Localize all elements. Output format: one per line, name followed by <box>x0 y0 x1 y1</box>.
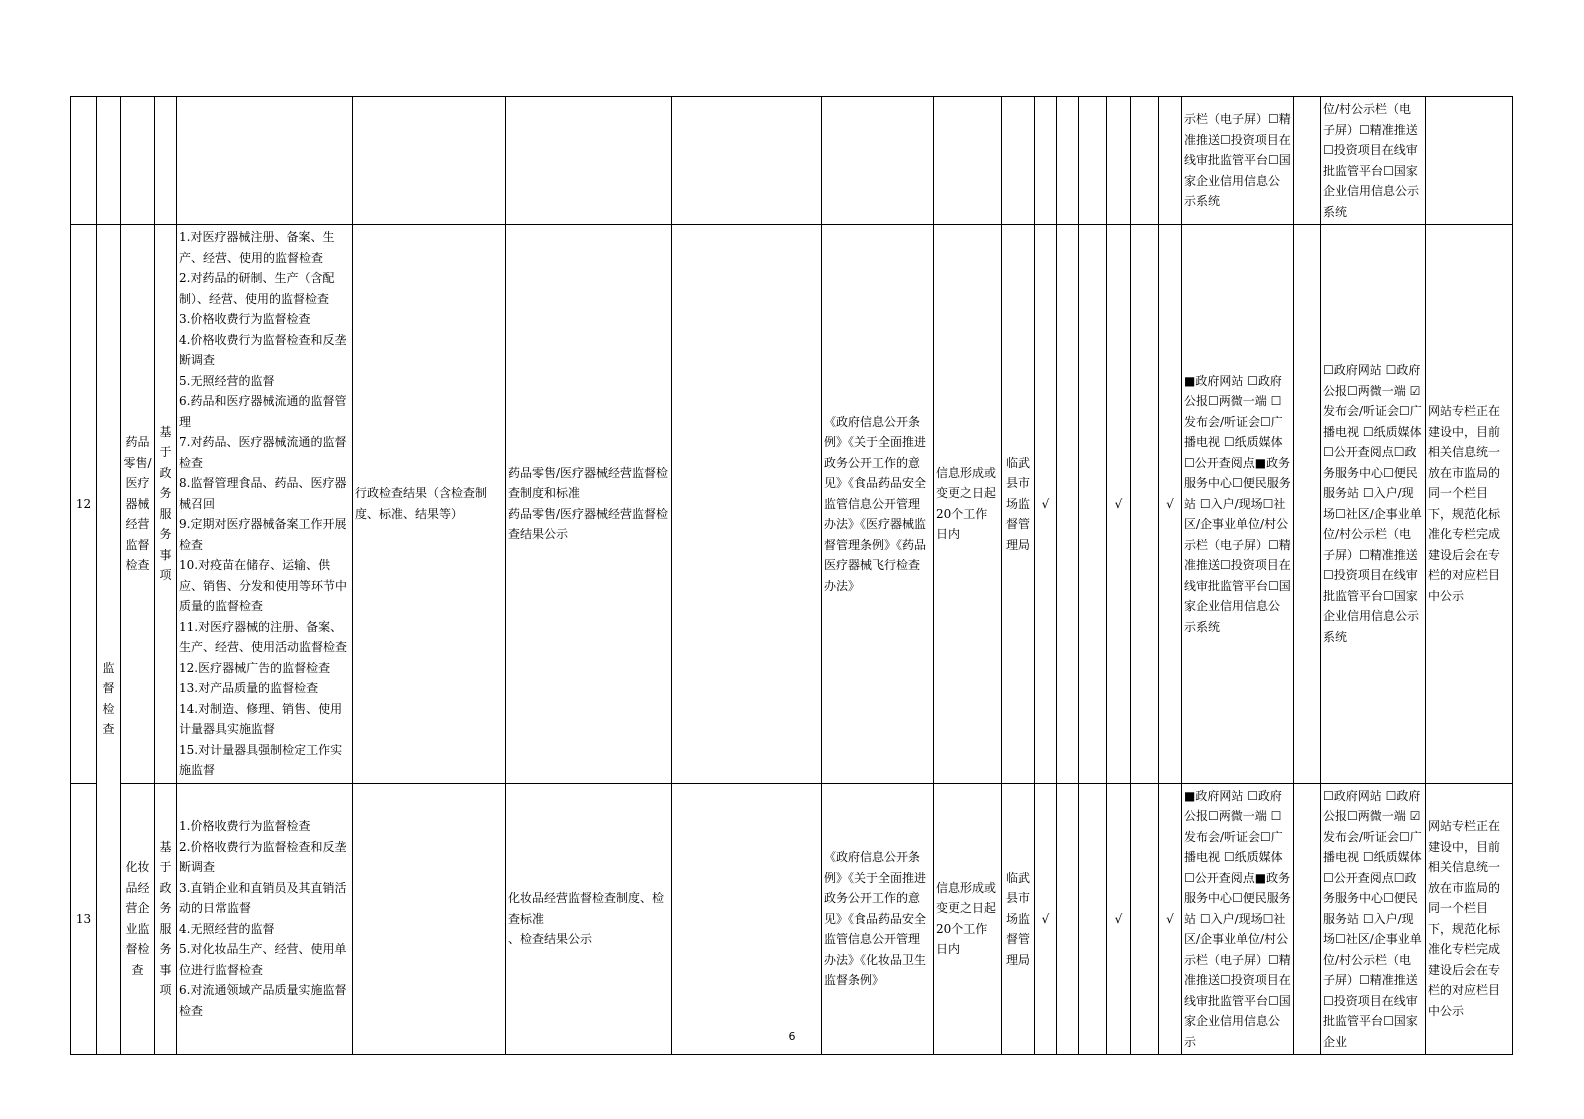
cell-basis-type: 基于政务服务事项 <box>155 225 177 784</box>
cell-subject: 临武县市场监督管理局 <box>1002 783 1035 1055</box>
cell-mark-check: √ <box>1107 783 1131 1055</box>
cell-remark: 网站专栏正在建设中，目前相关信息统一放在市监局的同一个栏目下，规范化标准化专栏完成建设后会在专栏的对应栏目中公示 <box>1426 225 1513 784</box>
cell-mark <box>1131 783 1159 1055</box>
table-row-12 <box>71 225 1513 784</box>
cell-blank <box>1294 97 1321 225</box>
table-row-13 <box>71 783 1513 1055</box>
cell-category <box>97 97 121 225</box>
cell-mark <box>1131 97 1159 225</box>
cell-elements <box>506 97 672 225</box>
cell-seq: 13 <box>71 783 97 1055</box>
cell-seq: 12 <box>71 225 97 784</box>
page-number: 6 <box>788 1030 796 1043</box>
cell-mark-check: √ <box>1107 225 1131 784</box>
cell-subitems <box>177 97 353 225</box>
cell-time-limit: 信息形成或变更之日起20个工作日内 <box>934 783 1002 1055</box>
cell-basis-type <box>155 97 177 225</box>
cell-channel-county: ■政府网站 ☐政府公报☐两微一端 ☐发布会/听证会☐广播电视 ☐纸质媒体☐公开查阅点■政务服务中心☐便民服务站 ☐入户/现场☐社区/企事业单位/村公示栏（电子屏）☐精准推送☐投资项目在线审批监管平台☐国家企业信用信息公示 <box>1182 783 1294 1055</box>
cell-blank <box>672 783 822 1055</box>
cell-mark-check: √ <box>1035 225 1057 784</box>
cell-legal-basis: 《政府信息公开条例》《关于全面推进政务公开工作的意见》《食品药品安全监管信息公开管理办法》《医疗器械监督管理条例》《药品医疗器械飞行检查办法》 <box>822 225 934 784</box>
cell-time-limit: 信息形成或变更之日起20个工作日内 <box>934 225 1002 784</box>
cell-channel-county: 示栏（电子屏）☐精准推送☐投资项目在线审批监管平台☐国家企业信用信息公示系统 <box>1182 97 1294 225</box>
cell-legal-basis: 《政府信息公开条例》《关于全面推进政务公开工作的意见》《食品药品安全监管信息公开管理办法》《化妆品卫生监督条例》 <box>822 783 934 1055</box>
cell-channel-township: 位/村公示栏（电子屏）☐精准推送☐投资项目在线审批监管平台☐国家企业信用信息公示系统 <box>1321 97 1426 225</box>
cell-mark <box>1057 783 1079 1055</box>
cell-mark-check: √ <box>1035 783 1057 1055</box>
cell-mark <box>1057 225 1079 784</box>
cell-mark <box>1079 783 1107 1055</box>
cell-mark-check: √ <box>1159 225 1182 784</box>
cell-item: 药品零售/医疗器械经营监督检查 <box>121 225 155 784</box>
cell-channel-township: ☐政府网站 ☐政府公报☐两微一端 ☑发布会/听证会☐广播电视 ☐纸质媒体☐公开查阅点☐政务服务中心☐便民服务站 ☐入户/现场☐社区/企事业单位/村公示栏（电子屏）☐精准推送☐投资项目在线审批监管平台☐国家企业 <box>1321 783 1426 1055</box>
cell-subject: 临武县市场监督管理局 <box>1002 225 1035 784</box>
cell-blank <box>672 225 822 784</box>
cell-mark <box>1159 97 1182 225</box>
cell-remark: 网站专栏正在建设中，目前相关信息统一放在市监局的同一个栏目下，规范化标准化专栏完成建设后会在专栏的对应栏目中公示 <box>1426 783 1513 1055</box>
cell-mark <box>1131 225 1159 784</box>
cell-subitems: 1.价格收费行为监督检查 2.价格收费行为监督检查和反垄断调查 3.直销企业和直销员及其直销活动的日常监督 4.无照经营的监督 5.对化妆品生产、经营、使用单位进行监督检查 6.对流通领域产品质量实施监督检查 <box>177 783 353 1055</box>
cell-content <box>353 783 506 1055</box>
cell-legal-basis <box>822 97 934 225</box>
cell-content: 行政检查结果（含检查制度、标准、结果等） <box>353 225 506 784</box>
cell-channel-county: ■政府网站 ☐政府公报☐两微一端 ☐发布会/听证会☐广播电视 ☐纸质媒体☐公开查阅点■政务服务中心☐便民服务站 ☐入户/现场☐社区/企事业单位/村公示栏（电子屏）☐精准推送☐投资项目在线审批监管平台☐国家企业信用信息公示系统 <box>1182 225 1294 784</box>
cell-subject <box>1002 97 1035 225</box>
cell-seq <box>71 97 97 225</box>
cell-mark <box>1035 97 1057 225</box>
cell-time-limit <box>934 97 1002 225</box>
cell-basis-type: 基于政务服务事项 <box>155 783 177 1055</box>
table-row-continued <box>71 97 1513 225</box>
cell-item: 化妆品经营企业监督检查 <box>121 783 155 1055</box>
cell-elements: 化妆品经营监督检查制度、检查标准 、检查结果公示 <box>506 783 672 1055</box>
cell-remark <box>1426 97 1513 225</box>
cell-mark <box>1079 97 1107 225</box>
cell-category: 监督检查 <box>97 225 121 1055</box>
cell-mark-check: √ <box>1159 783 1182 1055</box>
cell-blank <box>1294 225 1321 784</box>
cell-blank <box>1294 783 1321 1055</box>
cell-content <box>353 97 506 225</box>
cell-mark <box>1057 97 1079 225</box>
cell-blank <box>672 97 822 225</box>
cell-mark <box>1107 97 1131 225</box>
cell-elements: 药品零售/医疗器械经营监督检查制度和标准 药品零售/医疗器械经营监督检查结果公示 <box>506 225 672 784</box>
cell-item <box>121 97 155 225</box>
disclosure-table <box>70 96 1513 1055</box>
cell-mark <box>1079 225 1107 784</box>
cell-channel-township: ☐政府网站 ☐政府公报☐两微一端 ☑发布会/听证会☐广播电视 ☐纸质媒体☐公开查阅点☐政务服务中心☐便民服务站 ☐入户/现场☐社区/企事业单位/村公示栏（电子屏）☐精准推送☐投资项目在线审批监管平台☐国家企业信用信息公示系统 <box>1321 225 1426 784</box>
cell-subitems: 1.对医疗器械注册、备案、生产、经营、使用的监督检查 2.对药品的研制、生产（含配制）、经营、使用的监督检查 3.价格收费行为监督检查 4.价格收费行为监督检查和反垄断调查 5.无照经营的监督 6.药品和医疗器械流通的监督管理 7.对药品、医疗器械流通的监督检查 8.监督管理食品、药品、医疗器械召回 9.定期对医疗器械备案工作开展检查 10.对疫苗在储存、运输、供应、销售、分发和使用等环节中质量的监督检查 11.对医疗器械的注册、备案、生产、经营、使用活动监督检查 12.医疗器械广告的监督检查 13.对产品质量的监督检查 14.对制造、修理、销售、使用计量器具实施监督 15.对计量器具强制检定工作实施监督 <box>177 225 353 784</box>
